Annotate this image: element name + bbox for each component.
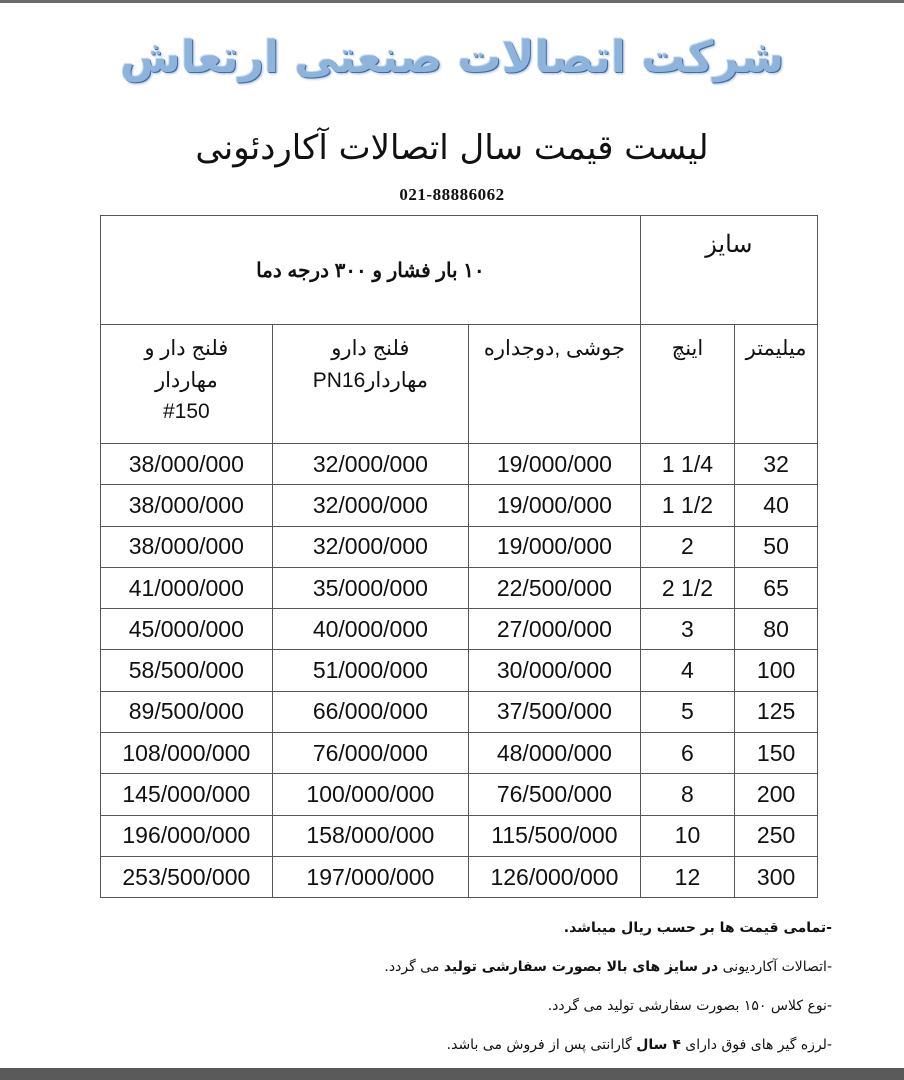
cell-inch: 2 1/2 xyxy=(640,567,734,608)
cell-mm: 300 xyxy=(735,856,818,897)
size-header: سایز xyxy=(640,216,817,325)
cell-welded: 76/500/000 xyxy=(469,774,641,815)
note-warranty xyxy=(132,1035,832,1055)
price-table xyxy=(100,215,818,898)
cell-pn16: 100/000/000 xyxy=(272,774,468,815)
note-rial xyxy=(132,918,832,938)
top-border xyxy=(0,0,904,3)
col-inch-header: اینچ xyxy=(640,325,734,444)
col-welded-header: جوشی ,دوجداره xyxy=(469,325,641,444)
cell-c150: 38/000/000 xyxy=(101,485,273,526)
cell-pn16: 32/000/000 xyxy=(272,526,468,567)
cell-inch: 1 1/4 xyxy=(640,444,734,485)
cell-c150: 38/000/000 xyxy=(101,444,273,485)
col-pn16-line2: مهاردارPN16 xyxy=(312,368,429,392)
cell-inch: 1 1/2 xyxy=(640,485,734,526)
cell-inch: 10 xyxy=(640,815,734,856)
cell-welded: 48/000/000 xyxy=(469,733,641,774)
company-name: شرکت اتصالات صنعتی ارتعاش xyxy=(119,32,785,83)
cell-c150: 41/000/000 xyxy=(101,567,273,608)
cell-mm: 65 xyxy=(735,567,818,608)
bottom-border xyxy=(0,1068,904,1080)
cell-pn16: 32/000/000 xyxy=(272,485,468,526)
cell-c150: 89/500/000 xyxy=(101,691,273,732)
cell-pn16: 40/000/000 xyxy=(272,609,468,650)
cell-inch: 2 xyxy=(640,526,734,567)
cell-c150: 253/500/000 xyxy=(101,856,273,897)
note-class150-text: -نوع کلاس ۱۵۰ بصورت سفارشی تولید می گردد. xyxy=(547,998,832,1014)
note-rial-text: -تمامی قیمت ها بر حسب ریال میباشد. xyxy=(563,920,832,936)
table-row xyxy=(101,444,818,485)
cell-welded: 30/000/000 xyxy=(469,650,641,691)
cell-mm: 250 xyxy=(735,815,818,856)
cell-pn16: 76/000/000 xyxy=(272,733,468,774)
cell-welded: 19/000/000 xyxy=(469,526,641,567)
cell-pn16: 197/000/000 xyxy=(272,856,468,897)
cell-c150: 38/000/000 xyxy=(101,526,273,567)
col-pn16-line1: فلنج دارو xyxy=(331,337,410,360)
header-row-1 xyxy=(101,216,818,325)
col-150-line3: #150 xyxy=(162,400,210,423)
col-mm-header: میلیمتر xyxy=(735,325,818,444)
note-warranty-a: -لرزه گیر های فوق دارای xyxy=(680,1037,832,1053)
cell-welded: 19/000/000 xyxy=(469,444,641,485)
cell-pn16: 51/000/000 xyxy=(272,650,468,691)
phone-number: 021-88886062 xyxy=(399,185,505,204)
cell-welded: 115/500/000 xyxy=(469,815,641,856)
cell-inch: 3 xyxy=(640,609,734,650)
cell-mm: 125 xyxy=(735,691,818,732)
table-row xyxy=(101,526,818,567)
cell-inch: 6 xyxy=(640,733,734,774)
cell-inch: 5 xyxy=(640,691,734,732)
note-warranty-b: ۴ سال xyxy=(636,1037,681,1053)
note-warranty-c: گارانتی پس از فروش می باشد. xyxy=(446,1037,637,1053)
cell-c150: 196/000/000 xyxy=(101,815,273,856)
cell-mm: 80 xyxy=(735,609,818,650)
note-custom-a: -اتصالات آکاردیونی xyxy=(718,959,832,975)
note-class150 xyxy=(132,996,832,1016)
cell-mm: 32 xyxy=(735,444,818,485)
cell-pn16: 32/000/000 xyxy=(272,444,468,485)
table-row xyxy=(101,650,818,691)
cell-mm: 150 xyxy=(735,733,818,774)
table-row xyxy=(101,733,818,774)
note-custom-b: در سایز های بالا بصورت سفارشی تولید xyxy=(443,959,719,975)
table-row xyxy=(101,856,818,897)
table-row xyxy=(101,815,818,856)
table-row xyxy=(101,567,818,608)
cell-welded: 126/000/000 xyxy=(469,856,641,897)
cell-welded: 27/000/000 xyxy=(469,609,641,650)
note-custom-sizes xyxy=(132,957,832,977)
table-row xyxy=(101,774,818,815)
cell-inch: 4 xyxy=(640,650,734,691)
cell-pn16: 35/000/000 xyxy=(272,567,468,608)
note-custom-c: می گردد. xyxy=(384,959,444,975)
cell-c150: 45/000/000 xyxy=(101,609,273,650)
cell-mm: 200 xyxy=(735,774,818,815)
cell-c150: 145/000/000 xyxy=(101,774,273,815)
cell-welded: 22/500/000 xyxy=(469,567,641,608)
table-row xyxy=(101,485,818,526)
cell-inch: 8 xyxy=(640,774,734,815)
cell-inch: 12 xyxy=(640,856,734,897)
cell-pn16: 158/000/000 xyxy=(272,815,468,856)
header-row-2 xyxy=(101,325,818,444)
cell-welded: 37/500/000 xyxy=(469,691,641,732)
cell-mm: 100 xyxy=(735,650,818,691)
table-row xyxy=(101,691,818,732)
table-row xyxy=(101,609,818,650)
col-150-line2: مهاردار xyxy=(154,368,218,392)
notes-section xyxy=(132,918,832,1074)
col-150-line1: فلنج دار و xyxy=(144,337,229,360)
cell-c150: 58/500/000 xyxy=(101,650,273,691)
col-150-header xyxy=(101,325,273,444)
cell-pn16: 66/000/000 xyxy=(272,691,468,732)
price-list-title: لیست قیمت سال اتصالات آکاردئونی xyxy=(195,128,709,168)
cell-c150: 108/000/000 xyxy=(101,733,273,774)
col-pn16-header xyxy=(272,325,468,444)
cell-welded: 19/000/000 xyxy=(469,485,641,526)
condition-header: ۱۰ بار فشار و ۳۰۰ درجه دما xyxy=(101,216,641,325)
cell-mm: 40 xyxy=(735,485,818,526)
cell-mm: 50 xyxy=(735,526,818,567)
